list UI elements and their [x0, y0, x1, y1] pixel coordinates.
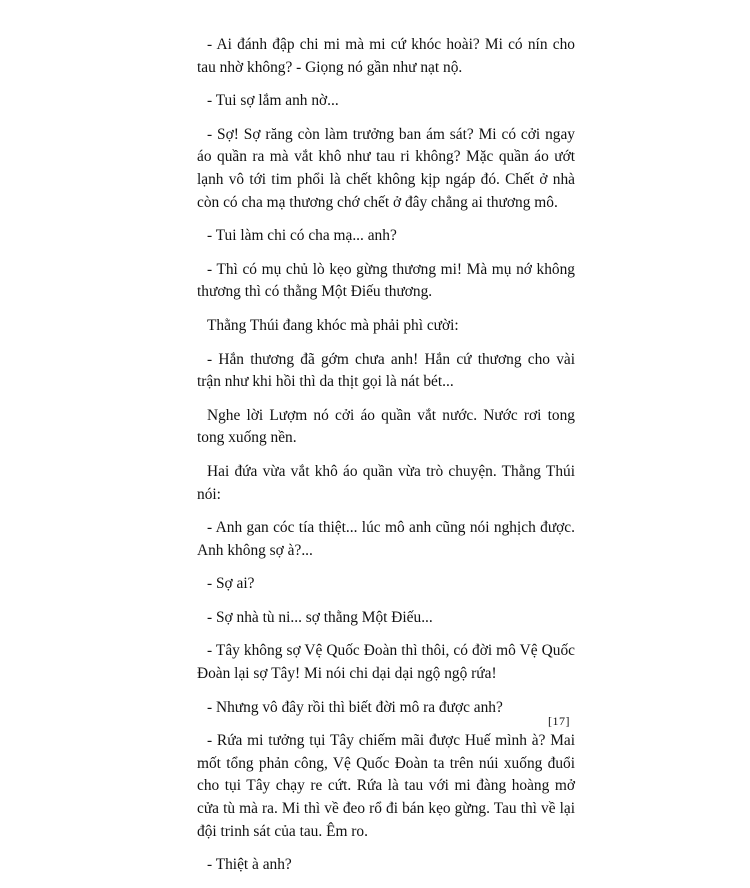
- paragraph-5: - Thì có mụ chủ lò kẹo gừng thương mi! Mà mụ nớ không thương thì có thằng Một Điếu thương.: [197, 260, 575, 301]
- paragraph-4: - Tui làm chi có cha mạ... anh?: [207, 227, 397, 245]
- paragraph-13: - Tây không sợ Vệ Quốc Đoàn thì thôi, có đời mô Vệ Quốc Đoàn lại sợ Tây! Mi nói chi dại dại ngộ ngộ rứa!: [197, 642, 575, 683]
- paragraph-16: - Thiệt à anh?: [207, 856, 292, 874]
- paragraph-10: - Anh gan cóc tía thiệt... lúc mô anh cũng nói nghịch được. Anh không sợ à?...: [197, 519, 575, 559]
- paragraph-14: - Nhưng vô đây rồi thì biết đời mô ra được anh?: [207, 698, 503, 716]
- paragraph-9: Hai đứa vừa vắt khô áo quần vừa trò chuyện. Thằng Thúi nói:: [197, 462, 575, 503]
- body-text: [197, 34, 575, 888]
- paragraph-6: Thằng Thúi đang khóc mà phải phì cười:: [207, 316, 459, 334]
- paragraph-12: - Sợ nhà tù ni... sợ thằng Một Điếu...: [207, 608, 433, 626]
- paragraph-2: - Tui sợ lắm anh nờ...: [207, 92, 339, 110]
- paragraph-7: - Hắn thương đã gớm chưa anh! Hắn cứ thương cho vài trận như khi hồi thì da thịt gọi là nát bét...: [197, 350, 575, 391]
- page-number: [17]: [548, 714, 570, 728]
- paragraph-15: - Rứa mi tưởng tụi Tây chiếm mãi được Huế mình à? Mai mốt tổng phản công, Vệ Quốc Đoàn ta trên núi xuống đuổi cho tụi Tây chạy re cứt. Rứa là tau với mi đàng hoàng mở cửa tù mà ra. Mi thì về đeo rổ đi bán kẹo gừng. Tau thì về lại đội trinh sát của tau. Êm ro.: [197, 732, 575, 840]
- paragraph-3: - Sợ! Sợ răng còn làm trưởng ban ám sát? Mi có cởi ngay áo quần ra mà vắt khô như tau ri không? Mặc quần áo ướt lạnh vô tới tim phổi là chết không kịp ngáp đó. Chết ở nhà còn có cha mạ thương chớ chết ở đây chẳng ai thương mô.: [197, 125, 575, 211]
- paragraph-11: - Sợ ai?: [207, 575, 255, 593]
- paragraph-1: - Ai đánh đập chi mi mà mi cứ khóc hoài? Mi có nín cho tau nhờ không? - Giọng nó gần như nạt nộ.: [197, 36, 575, 76]
- paragraph-8: Nghe lời Lượm nó cởi áo quần vắt nước. Nước rơi tong tong xuống nền.: [197, 406, 575, 447]
